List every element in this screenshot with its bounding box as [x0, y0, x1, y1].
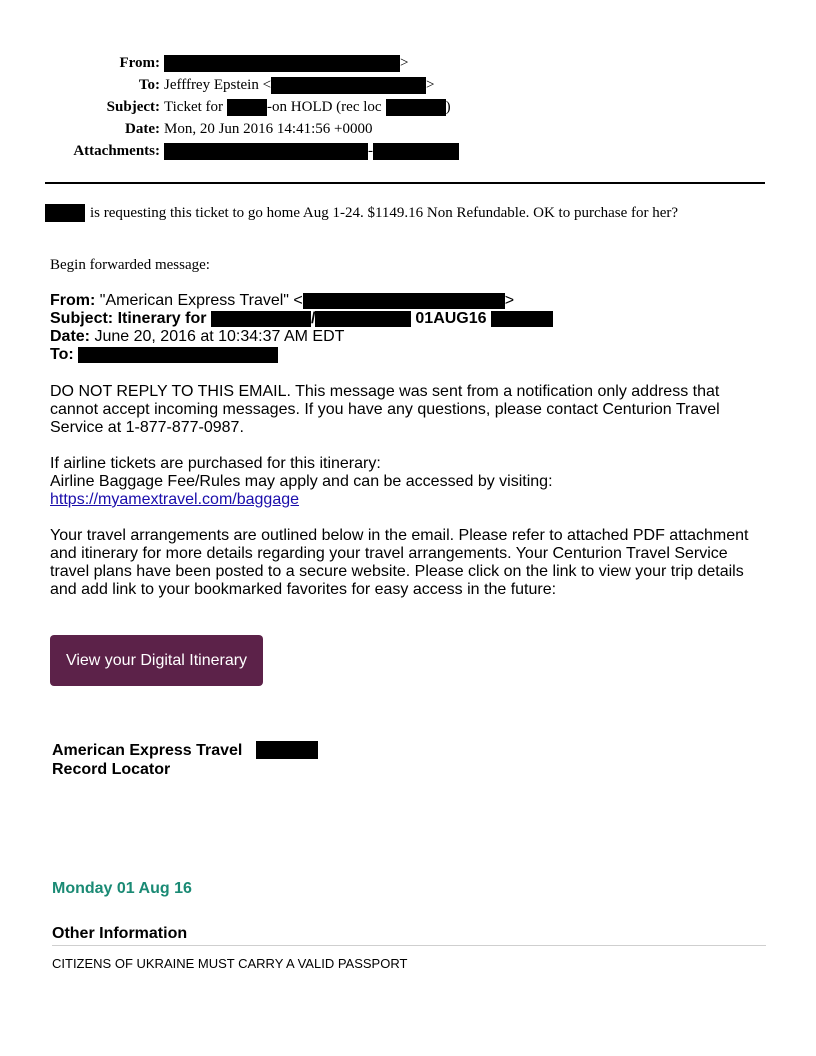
- fwd-subject-row: [50, 310, 553, 328]
- record-locator-line-2: Record Locator: [52, 761, 171, 778]
- arrangements-paragraph: Your travel arrangements are outlined below in the email. Please refer to attached PDF attachment and itinerary for more details regarding your travel arrangements. Your Centurion Travel Service travel plans have been posted to a secure website. Please click on the link to view your trip details and add link to your bookmarked favorites for easy access in the future:: [50, 527, 749, 598]
- fwd-date-value: June 20, 2016 at 10:34:37 AM EDT: [94, 328, 345, 345]
- redaction: [303, 293, 505, 309]
- attachments-sep: -: [368, 143, 373, 159]
- fwd-from-label: From:: [50, 292, 96, 309]
- date-row: [0, 118, 459, 140]
- fwd-date-row: [50, 328, 553, 346]
- baggage-link[interactable]: https://myamextravel.com/baggage: [50, 491, 300, 508]
- subject-row: [0, 96, 459, 118]
- forward-label: Begin forwarded message:: [50, 257, 210, 273]
- baggage-line-2: Airline Baggage Fee/Rules may apply and can be accessed by visiting:: [50, 473, 553, 490]
- redaction: [164, 143, 368, 160]
- date-label: Date:: [125, 121, 160, 137]
- forwarded-header: [50, 292, 553, 364]
- fwd-to-label: To:: [50, 346, 74, 363]
- redaction: [211, 311, 311, 327]
- intro-text: is requesting this ticket to go home Aug 1-24. $1149.16 Non Refundable. OK to purchase for her?: [90, 204, 679, 221]
- record-locator: [52, 741, 318, 779]
- fwd-from-row: [50, 292, 553, 310]
- fwd-subject-date: 01AUG16: [415, 310, 487, 327]
- subject-prefix: Ticket for: [164, 99, 224, 115]
- header-divider: [45, 182, 765, 184]
- notice-paragraph: DO NOT REPLY TO THIS EMAIL. This message was sent from a notification only address that cannot accept incoming messages. If you have any questions, please contact Centurion Travel Service at 1-877-877-0987.: [50, 383, 720, 436]
- from-row: [0, 52, 459, 74]
- other-info-heading: Other Information: [52, 925, 188, 942]
- redaction: [491, 311, 553, 327]
- to-label: To:: [138, 77, 160, 93]
- to-row: [0, 74, 459, 96]
- fwd-from-suffix: >: [504, 292, 515, 309]
- email-header: [0, 52, 459, 162]
- redaction: [164, 55, 400, 72]
- record-locator-line-1: American Express Travel: [52, 742, 243, 759]
- subject-label: Subject:: [106, 99, 160, 115]
- subject-suffix: ): [445, 99, 451, 115]
- day-heading: Monday 01 Aug 16: [52, 880, 192, 897]
- date-value: Mon, 20 Jun 2016 14:41:56 +0000: [164, 121, 373, 137]
- fwd-subject-sep: /: [310, 310, 316, 327]
- fwd-from-value: "American Express Travel" <: [99, 292, 303, 309]
- fwd-to-row: [50, 346, 553, 364]
- fwd-date-label: Date:: [50, 328, 91, 345]
- redaction: [227, 99, 267, 116]
- baggage-line-1: If airline tickets are purchased for this itinerary:: [50, 455, 381, 472]
- redaction: [386, 99, 446, 116]
- redaction: [271, 77, 426, 94]
- subject-middle: -on HOLD (rec loc: [267, 99, 382, 115]
- other-info-divider: [52, 945, 766, 946]
- fwd-subject-label: Subject: Itinerary for: [50, 310, 207, 327]
- attachments-label: Attachments:: [73, 143, 160, 159]
- redaction: [45, 204, 85, 222]
- other-info-text: CITIZENS OF UKRAINE MUST CARRY A VALID PASSPORT: [52, 956, 408, 971]
- to-suffix: >: [426, 77, 435, 93]
- intro-line: [45, 204, 678, 222]
- redaction: [373, 143, 459, 160]
- attachments-row: [0, 140, 459, 162]
- view-itinerary-button[interactable]: View your Digital Itinerary: [50, 635, 263, 686]
- to-value: Jefffrey Epstein <: [164, 77, 272, 93]
- from-label: From:: [119, 55, 160, 71]
- redaction: [256, 741, 318, 759]
- baggage-paragraph: [50, 455, 770, 509]
- from-suffix: >: [400, 55, 409, 71]
- redaction: [315, 311, 411, 327]
- redaction: [78, 347, 278, 363]
